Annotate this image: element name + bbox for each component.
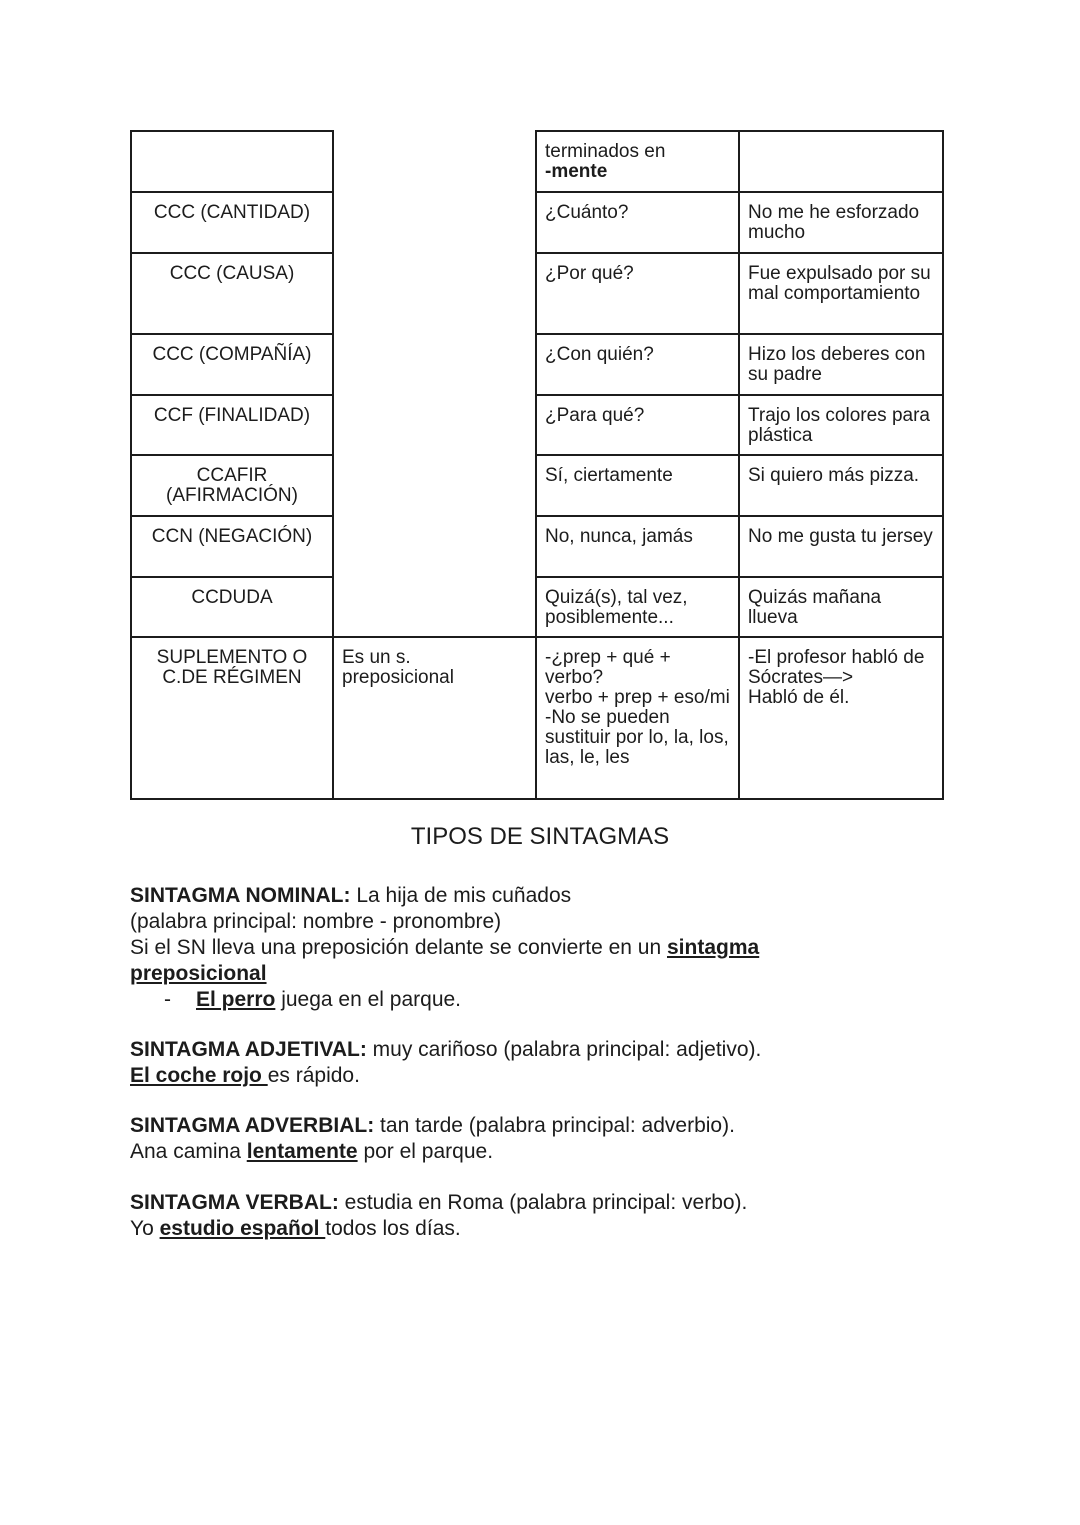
adverbial-text: tan tarde (palabra principal: adverbio).	[374, 1114, 735, 1137]
adjetival-text: muy cariñoso (palabra principal: adjetivo).	[366, 1038, 762, 1061]
table-cell	[131, 131, 333, 192]
table-row	[131, 334, 943, 395]
table-cell: Sí, ciertamente	[536, 455, 739, 516]
table-cell: CCF (FINALIDAD)	[131, 395, 333, 455]
nominal-preposition-note	[130, 935, 890, 987]
table-row	[131, 455, 943, 516]
table-cell: Trajo los colores para plástica	[739, 395, 943, 455]
adjetival-line	[130, 1037, 890, 1063]
table-cell	[536, 637, 739, 799]
table-row	[131, 637, 943, 799]
nominal-text: La hija de mis cuñados	[350, 884, 572, 907]
table-cell: No, nunca, jamás	[536, 516, 739, 577]
table-cell: CCN (NEGACIÓN)	[131, 516, 333, 577]
underlined-example: El coche rojo	[130, 1064, 268, 1087]
verbal-label: SINTAGMA VERBAL:	[130, 1191, 339, 1214]
table-cell: No me he esforzado mucho	[739, 192, 943, 253]
table-cell: Si quiero más pizza.	[739, 455, 943, 516]
table-cell: CCAFIR (AFIRMACIÓN)	[131, 455, 333, 516]
bullet-dash: -	[164, 988, 171, 1011]
table-cell: Quizás mañana llueva	[739, 577, 943, 637]
table-row	[131, 253, 943, 334]
verbal-section	[130, 1190, 890, 1242]
table-cell: ¿Cuánto?	[536, 192, 739, 253]
table-row	[131, 577, 943, 637]
table-row	[131, 192, 943, 253]
adjetival-example	[130, 1063, 890, 1089]
cell-line: -El profesor habló de Sócrates—>	[748, 647, 925, 688]
table-cell	[739, 131, 943, 192]
underlined-term: sintagma preposicional	[130, 936, 760, 985]
adverbial-example	[130, 1139, 890, 1165]
example-text: Ana camina	[130, 1140, 247, 1163]
table-cell: No me gusta tu jersey	[739, 516, 943, 577]
table-cell: CCC (CAUSA)	[131, 253, 333, 334]
underlined-example: lentamente	[246, 1140, 358, 1163]
verbal-line	[130, 1190, 890, 1216]
table-cell: SUPLEMENTO O C.DE RÉGIMEN	[131, 637, 333, 799]
adverbial-line	[130, 1113, 890, 1139]
verbal-text: estudia en Roma (palabra principal: verbo).	[338, 1191, 748, 1214]
adverbial-label: SINTAGMA ADVERBIAL:	[130, 1114, 375, 1137]
table-cell	[536, 131, 739, 192]
table-cell	[739, 637, 943, 799]
cell-text-bold: -mente	[545, 161, 608, 182]
list-item	[130, 987, 890, 1013]
example-text: es rápido.	[267, 1064, 360, 1087]
table-cell: ¿Con quién?	[536, 334, 739, 395]
example-text: todos los días.	[325, 1217, 461, 1240]
example-text: por el parque.	[357, 1140, 494, 1163]
cell-line: verbo + prep + eso/mi	[545, 687, 730, 708]
verbal-example	[130, 1216, 890, 1242]
table-cell: Quizá(s), tal vez, posiblemente...	[536, 577, 739, 637]
nominal-note: (palabra principal: nombre - pronombre)	[130, 910, 502, 933]
note-text: Si el SN lleva una preposición delante se convierte en un	[130, 936, 667, 959]
table-row	[131, 516, 943, 577]
underlined-example: estudio español	[159, 1217, 326, 1240]
adverbial-section	[130, 1113, 890, 1165]
table-cell: Hizo los deberes con su padre	[739, 334, 943, 395]
table-cell: Fue expulsado por su mal comportamiento	[739, 253, 943, 334]
table-row	[131, 131, 943, 192]
example-text: juega en el parque.	[275, 988, 462, 1011]
table-cell: CCDUDA	[131, 577, 333, 637]
cell-line: Habló de él.	[748, 687, 850, 708]
table-cell	[333, 131, 536, 637]
nominal-label: SINTAGMA NOMINAL:	[130, 884, 351, 907]
adjetival-section	[130, 1037, 890, 1089]
section-title: TIPOS DE SINTAGMAS	[410, 823, 670, 850]
cell-line: -No se pueden sustituir por lo, la, los, las, le, les	[545, 707, 729, 768]
adjetival-label: SINTAGMA ADJETIVAL:	[130, 1038, 367, 1061]
table-cell: CCC (COMPAÑÍA)	[131, 334, 333, 395]
nominal-line	[130, 883, 890, 909]
table-cell: ¿Por qué?	[536, 253, 739, 334]
table-row	[131, 395, 943, 455]
cell-text: terminados en	[545, 141, 666, 162]
table-cell: Es un s. preposicional	[333, 637, 536, 799]
complements-table	[130, 130, 944, 800]
underlined-example: El perro	[196, 988, 276, 1011]
table-cell: CCC (CANTIDAD)	[131, 192, 333, 253]
cell-line: -¿prep + qué + verbo?	[545, 647, 671, 688]
example-text: Yo	[130, 1217, 160, 1240]
table-cell: ¿Para qué?	[536, 395, 739, 455]
nominal-section	[130, 883, 890, 1013]
